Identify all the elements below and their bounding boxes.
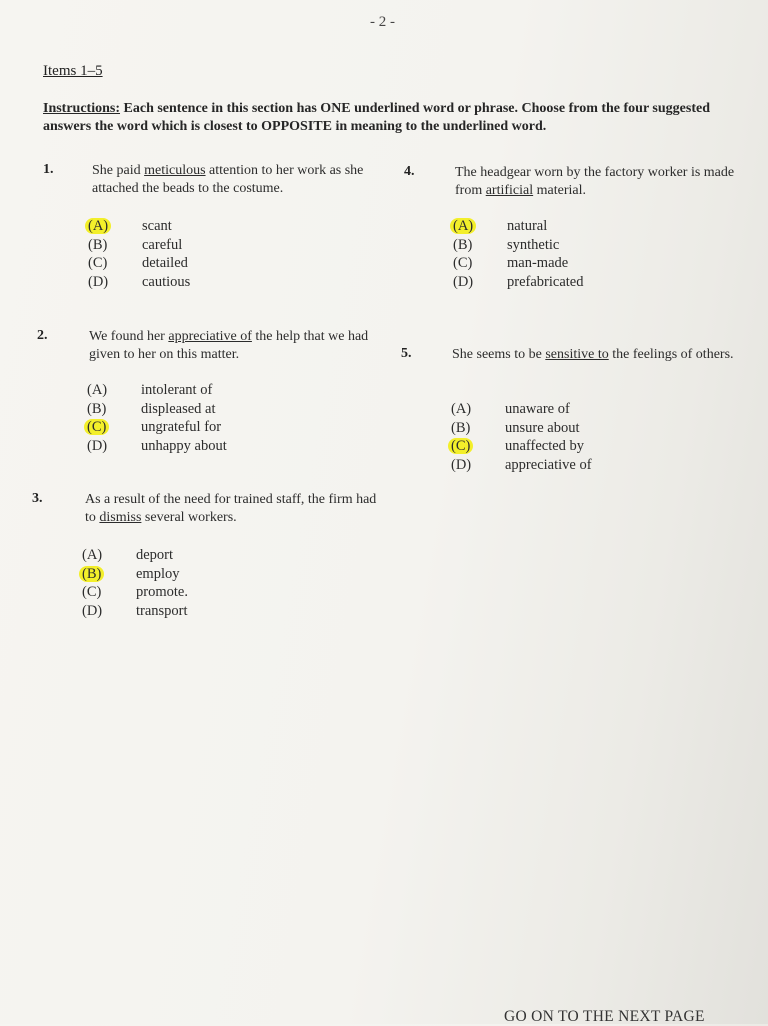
question-4-stem (455, 164, 740, 200)
option-letter: (B) (82, 565, 136, 584)
question-2-options (87, 381, 227, 455)
question-5-number: 5. (401, 346, 412, 361)
option-letter: (A) (453, 217, 507, 236)
option-b[interactable] (453, 236, 583, 255)
stem-text: She paid (92, 163, 145, 178)
instructions-text-before: Each sentence in this section has ONE underlined word or phrase. Choose from the four suggested answers the word which is closest to (43, 101, 710, 134)
option-letter: (A) (451, 401, 472, 417)
option-c[interactable] (451, 437, 592, 456)
option-text: ungrateful for (141, 419, 222, 435)
stem-text: the help that we had given to her on this matter. (89, 329, 369, 362)
question-5-options (451, 400, 592, 474)
option-a[interactable] (453, 217, 583, 236)
option-letter: (B) (87, 400, 107, 417)
option-b[interactable] (87, 400, 227, 419)
option-a[interactable] (82, 546, 188, 565)
option-b[interactable] (88, 236, 190, 255)
stem-underlined: meticulous (144, 163, 206, 178)
option-text: natural (507, 218, 548, 234)
stem-text: attention to her work as she attached the beads to the costume. (92, 163, 364, 196)
option-text: detailed (142, 255, 188, 271)
option-letter: (B) (451, 419, 471, 436)
option-d[interactable] (451, 456, 592, 475)
option-c[interactable] (82, 583, 188, 602)
question-1-number: 1. (43, 162, 54, 177)
option-text: unhappy about (141, 437, 227, 454)
question-2-number: 2. (37, 328, 48, 343)
question-3-stem (85, 491, 385, 527)
option-letter: (D) (82, 602, 103, 619)
option-text: appreciative of (505, 456, 592, 473)
option-letter: (B) (453, 236, 473, 253)
option-c[interactable] (87, 418, 227, 437)
option-letter: (D) (88, 273, 109, 290)
option-letter: (C) (453, 255, 473, 271)
option-letter: (A) (82, 547, 103, 563)
instructions-text-after: in meaning to the underlined word. (331, 119, 547, 134)
option-b[interactable] (82, 565, 188, 584)
option-text: unaffected by (505, 438, 585, 454)
option-text: unaware of (505, 401, 570, 417)
option-letter: (A) (88, 217, 142, 236)
option-d[interactable] (88, 273, 190, 292)
option-text: promote. (136, 584, 188, 600)
option-text: unsure about (505, 419, 580, 436)
stem-underlined: sensitive to (545, 347, 609, 362)
question-1-stem (92, 162, 382, 198)
option-text: careful (142, 236, 183, 253)
option-d[interactable] (87, 437, 227, 456)
instructions-opposite: OPPOSITE (261, 119, 332, 134)
footer-next-page: GO ON TO THE NEXT PAGE (504, 1008, 705, 1025)
option-text: scant (142, 218, 172, 234)
option-text: synthetic (507, 236, 560, 253)
option-text: displeased at (141, 400, 216, 417)
option-letter: (B) (88, 236, 108, 253)
stem-text: several workers. (141, 510, 237, 525)
option-a[interactable] (88, 217, 190, 236)
option-a[interactable] (87, 381, 227, 400)
question-3-number: 3. (32, 491, 43, 506)
option-letter: (D) (87, 437, 108, 454)
stem-text: material. (533, 183, 587, 198)
instructions (43, 100, 738, 136)
stem-text: As a result of the need for trained staff, the firm had to (85, 492, 377, 525)
stem-text: We found her (89, 329, 169, 344)
stem-underlined: dismiss (99, 510, 142, 525)
option-text: man-made (507, 255, 569, 271)
option-text: prefabricated (507, 273, 584, 290)
stem-underlined: artificial (485, 183, 534, 198)
option-letter: (C) (82, 584, 102, 600)
question-4-options (453, 217, 583, 291)
question-1-options (88, 217, 190, 291)
page-number: - 2 - (370, 14, 395, 30)
question-3-options (82, 546, 188, 620)
option-d[interactable] (82, 602, 188, 621)
question-4-number: 4. (404, 164, 415, 179)
option-c[interactable] (453, 254, 583, 273)
option-text: deport (136, 547, 174, 563)
question-5-stem (452, 346, 742, 364)
section-title: Items 1–5 (43, 63, 103, 79)
option-letter: (C) (451, 437, 505, 456)
option-letter: (D) (453, 273, 474, 290)
stem-text: the feelings of others. (608, 347, 734, 362)
stem-underlined: appreciative of (168, 329, 252, 344)
option-text: employ (136, 565, 180, 582)
option-letter: (C) (88, 255, 108, 271)
option-text: cautious (142, 273, 191, 290)
stem-text: She seems to be (452, 347, 546, 362)
option-letter: (A) (87, 382, 108, 398)
option-text: intolerant of (141, 382, 213, 398)
option-letter: (D) (451, 456, 472, 473)
option-b[interactable] (451, 419, 592, 438)
option-c[interactable] (88, 254, 190, 273)
option-d[interactable] (453, 273, 583, 292)
option-text: transport (136, 602, 188, 619)
instructions-label: Instructions: (43, 101, 121, 116)
question-2-stem (89, 328, 384, 364)
option-a[interactable] (451, 400, 592, 419)
option-letter: (C) (87, 418, 141, 437)
stem-text: The headgear worn by the factory worker is made from (455, 165, 735, 198)
